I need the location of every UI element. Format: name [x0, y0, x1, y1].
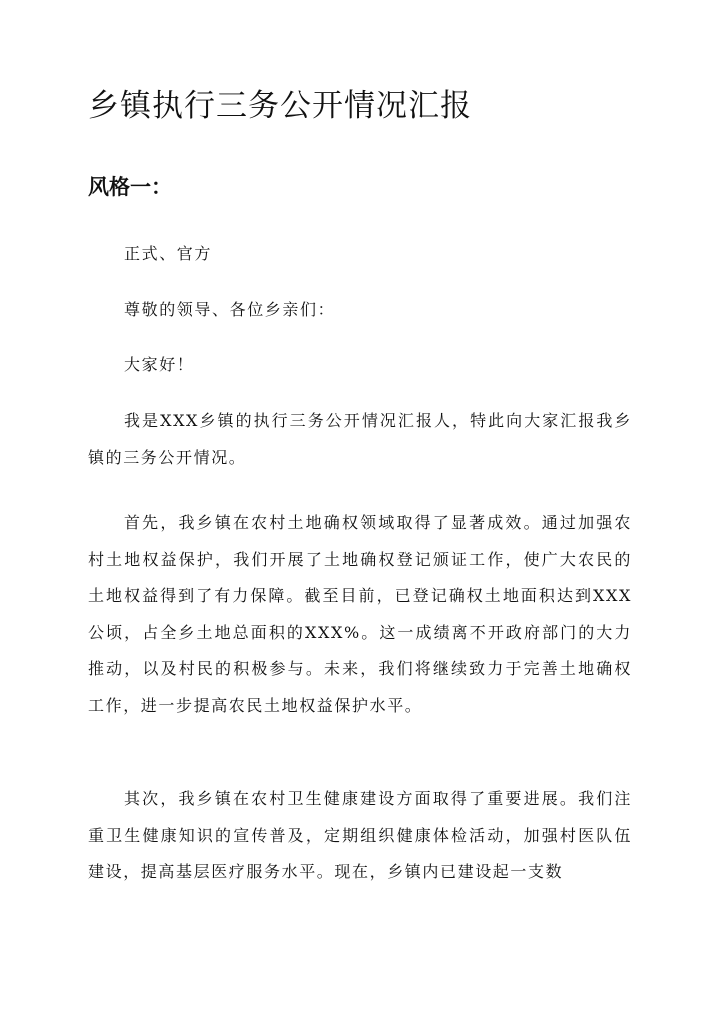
- paragraph-salutation: 尊敬的领导、各位乡亲们：: [124, 300, 336, 319]
- paragraph-health: 其次，我乡镇在农村卫生健康建设方面取得了重要进展。我们注重卫生健康知识的宣传普及，定期组织健康体检活动，加强村医队伍建设，提高基层医疗服务水平。现在，乡镇内已建设起一支数: [88, 789, 632, 881]
- paragraph-introduction: 我是XXX乡镇的执行三务公开情况汇报人，特此向大家汇报我乡镇的三务公开情况。: [88, 411, 632, 467]
- style-heading: 风格一：: [88, 174, 172, 199]
- paragraph-land-rights: 首先，我乡镇在农村土地确权领域取得了显著成效。通过加强农村土地权益保护，我们开展了土地确权登记颁证工作，使广大农民的土地权益得到了有力保障。截至目前，已登记确权土地面积达到XXX公顷，占全乡土地总面积的XXX%。这一成绩离不开政府部门的大力推动，以及村民的积极参与。未来，我们将继续致力于完善土地确权工作，进一步提高农民土地权益保护水平。: [88, 513, 632, 715]
- paragraph-greeting: 大家好！: [124, 355, 195, 374]
- document-title: 乡镇执行三务公开情况汇报: [88, 88, 472, 124]
- paragraph-tone: 正式、官方: [124, 244, 213, 263]
